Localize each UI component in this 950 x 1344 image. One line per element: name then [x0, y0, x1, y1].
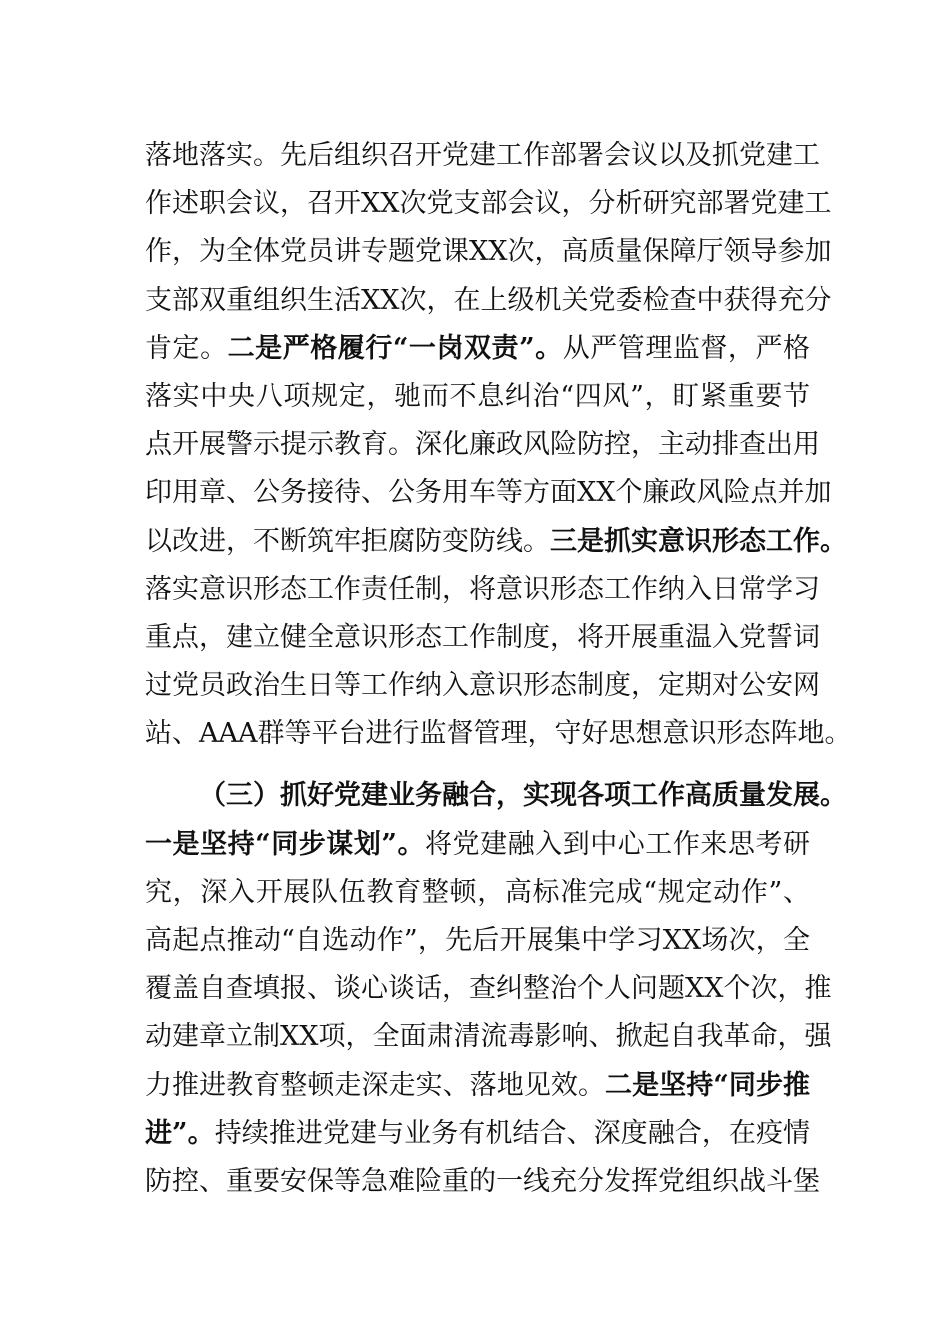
text-run: 以改进，不断筑牢拒腐防变防线。	[145, 525, 550, 557]
text-run: 持续推进党建与业务有机结合、深度融合，在疫情	[214, 1117, 811, 1149]
text-run: 防控、重要安保等急难险重的一线充分发挥党组织战斗堡	[145, 1165, 820, 1197]
text-line	[145, 277, 832, 325]
text-line	[145, 566, 820, 614]
text-line	[145, 518, 847, 566]
text-line	[145, 821, 810, 869]
bold-point-two-end: 进”。	[145, 1117, 215, 1149]
text-line	[145, 1062, 810, 1110]
text-line	[145, 869, 810, 917]
bold-point-two: 二是严格履行“一岗双责”。	[227, 332, 563, 364]
text-run: 重点，建立健全意识形态工作制度，将开展重温入党誓词	[145, 621, 820, 653]
text-run: 点开展警示提示教育。深化廉政风险防控，主动排查出用	[145, 429, 820, 461]
text-line	[145, 614, 820, 662]
text-run: 动建章立制XX项，全面肃清流毒影响、掀起自我革命，强	[145, 1021, 832, 1053]
text-line	[145, 180, 832, 228]
text-run: 作述职会议，召开XX次党支部会议，分析研究部署党建工	[145, 188, 832, 220]
text-run: 覆盖自查填报、谈心谈话，查纠整治个人问题XX个次，推	[145, 973, 832, 1005]
text-line	[145, 1158, 820, 1206]
text-run: 力推进教育整顿走深走实、落地见效。	[145, 1069, 606, 1101]
text-line	[145, 228, 832, 276]
text-run: 站、AAA群等平台进行监督管理，守好思想意识形态阵地。	[145, 718, 852, 750]
text-line	[145, 1110, 810, 1158]
text-line	[145, 917, 810, 965]
text-run: 支部双重组织生活XX次，在上级机关党委检查中获得充分	[145, 284, 832, 316]
text-line	[145, 662, 820, 710]
text-line	[145, 373, 810, 421]
text-run: 印用章、公务接待、公务用车等方面XX个廉政风险点并加	[145, 477, 832, 509]
section-heading-text: （三）抓好党建业务融合，实现各项工作高质量发展。	[199, 780, 847, 812]
text-run: 从严管理监督，严格	[562, 332, 811, 364]
text-run: 落实意识形态工作责任制，将意识形态工作纳入日常学习	[145, 573, 820, 605]
text-line	[145, 1013, 832, 1061]
text-run: 高起点推动“自选动作”，先后开展集中学习XX场次，全	[145, 925, 810, 956]
bold-point-two: 二是坚持“同步推	[605, 1069, 811, 1101]
text-line	[145, 469, 832, 517]
text-run: 过党员政治生日等工作纳入意识形态制度，定期对公安网	[145, 670, 820, 702]
text-line	[145, 421, 820, 469]
text-line	[145, 710, 852, 758]
text-run: 作，为全体党员讲专题党课XX次，高质量保障厅领导参加	[145, 236, 832, 268]
text-run: 将党建融入到中心工作来思考研	[425, 828, 811, 860]
text-run: 究，深入开展队伍教育整顿，高标准完成“规定动作”、	[145, 876, 810, 908]
text-run: 落地落实。先后组织召开党建工作部署会议以及抓党建工	[145, 140, 820, 171]
text-line	[145, 132, 820, 180]
bold-point-three: 三是抓实意识形态工作。	[550, 525, 847, 557]
document-body	[145, 132, 852, 1206]
text-line	[145, 965, 832, 1013]
bold-point-one: 一是坚持“同步谋划”。	[145, 828, 425, 860]
text-run: 落实中央八项规定，驰而不息纠治“四风”，盯紧重要节	[145, 380, 810, 412]
text-line	[145, 325, 810, 373]
text-run: 肯定。	[145, 332, 228, 364]
section-heading	[145, 772, 847, 820]
